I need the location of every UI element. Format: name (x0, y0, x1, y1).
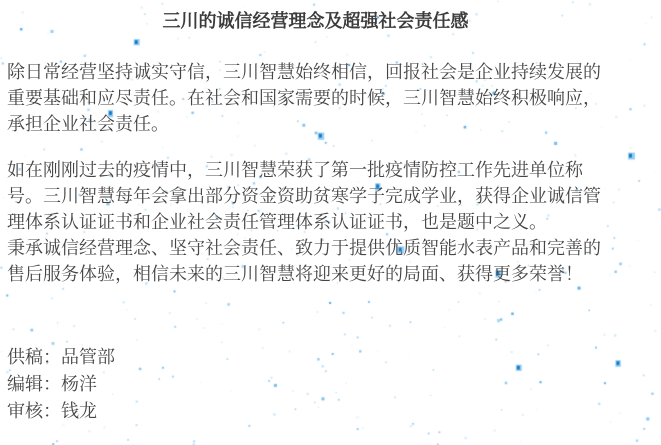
text-line: 承担企业社会责任。 (7, 114, 169, 134)
document-title: 三川的诚信经营理念及超强社会责任感 (162, 11, 469, 31)
text-line: 除日常经营坚持诚实守信，三川智慧始终相信，回报社会是企业持续发展的 (7, 62, 601, 82)
text-line: 理体系认证证书和企业社会责任管理体系认证证书，也是题中之义。 (7, 212, 547, 232)
credit-contributor (7, 344, 115, 371)
paragraph-3 (7, 235, 601, 287)
text-line: 号。三川智慧每年会拿出部分资金资助贫寒学子完成学业，获得企业诚信管 (7, 186, 601, 206)
text-line: 重要基础和应尽责任。在社会和国家需要的时候，三川智慧始终积极响应， (7, 88, 601, 108)
credit-value: 杨洋 (61, 374, 97, 394)
text-line: 如在刚刚过去的疫情中，三川智慧荣获了第一批疫情防控工作先进单位称 (7, 160, 583, 180)
credit-label: 编辑： (7, 374, 61, 394)
credit-label: 供稿： (7, 347, 61, 367)
credit-label: 审核： (7, 401, 61, 421)
credit-reviewer (7, 398, 115, 425)
credits-block (7, 344, 115, 425)
text-line: 售后服务体验，相信未来的三川智慧将迎来更好的局面、获得更多荣誉！ (7, 264, 583, 284)
credit-value: 品管部 (61, 347, 115, 367)
credit-value: 钱龙 (61, 401, 97, 421)
text-line: 秉承诚信经营理念、坚守社会责任、致力于提供优质智能水表产品和完善的 (7, 238, 601, 258)
paragraph-2 (7, 157, 601, 235)
paragraph-1 (7, 59, 601, 137)
credit-editor (7, 371, 115, 398)
